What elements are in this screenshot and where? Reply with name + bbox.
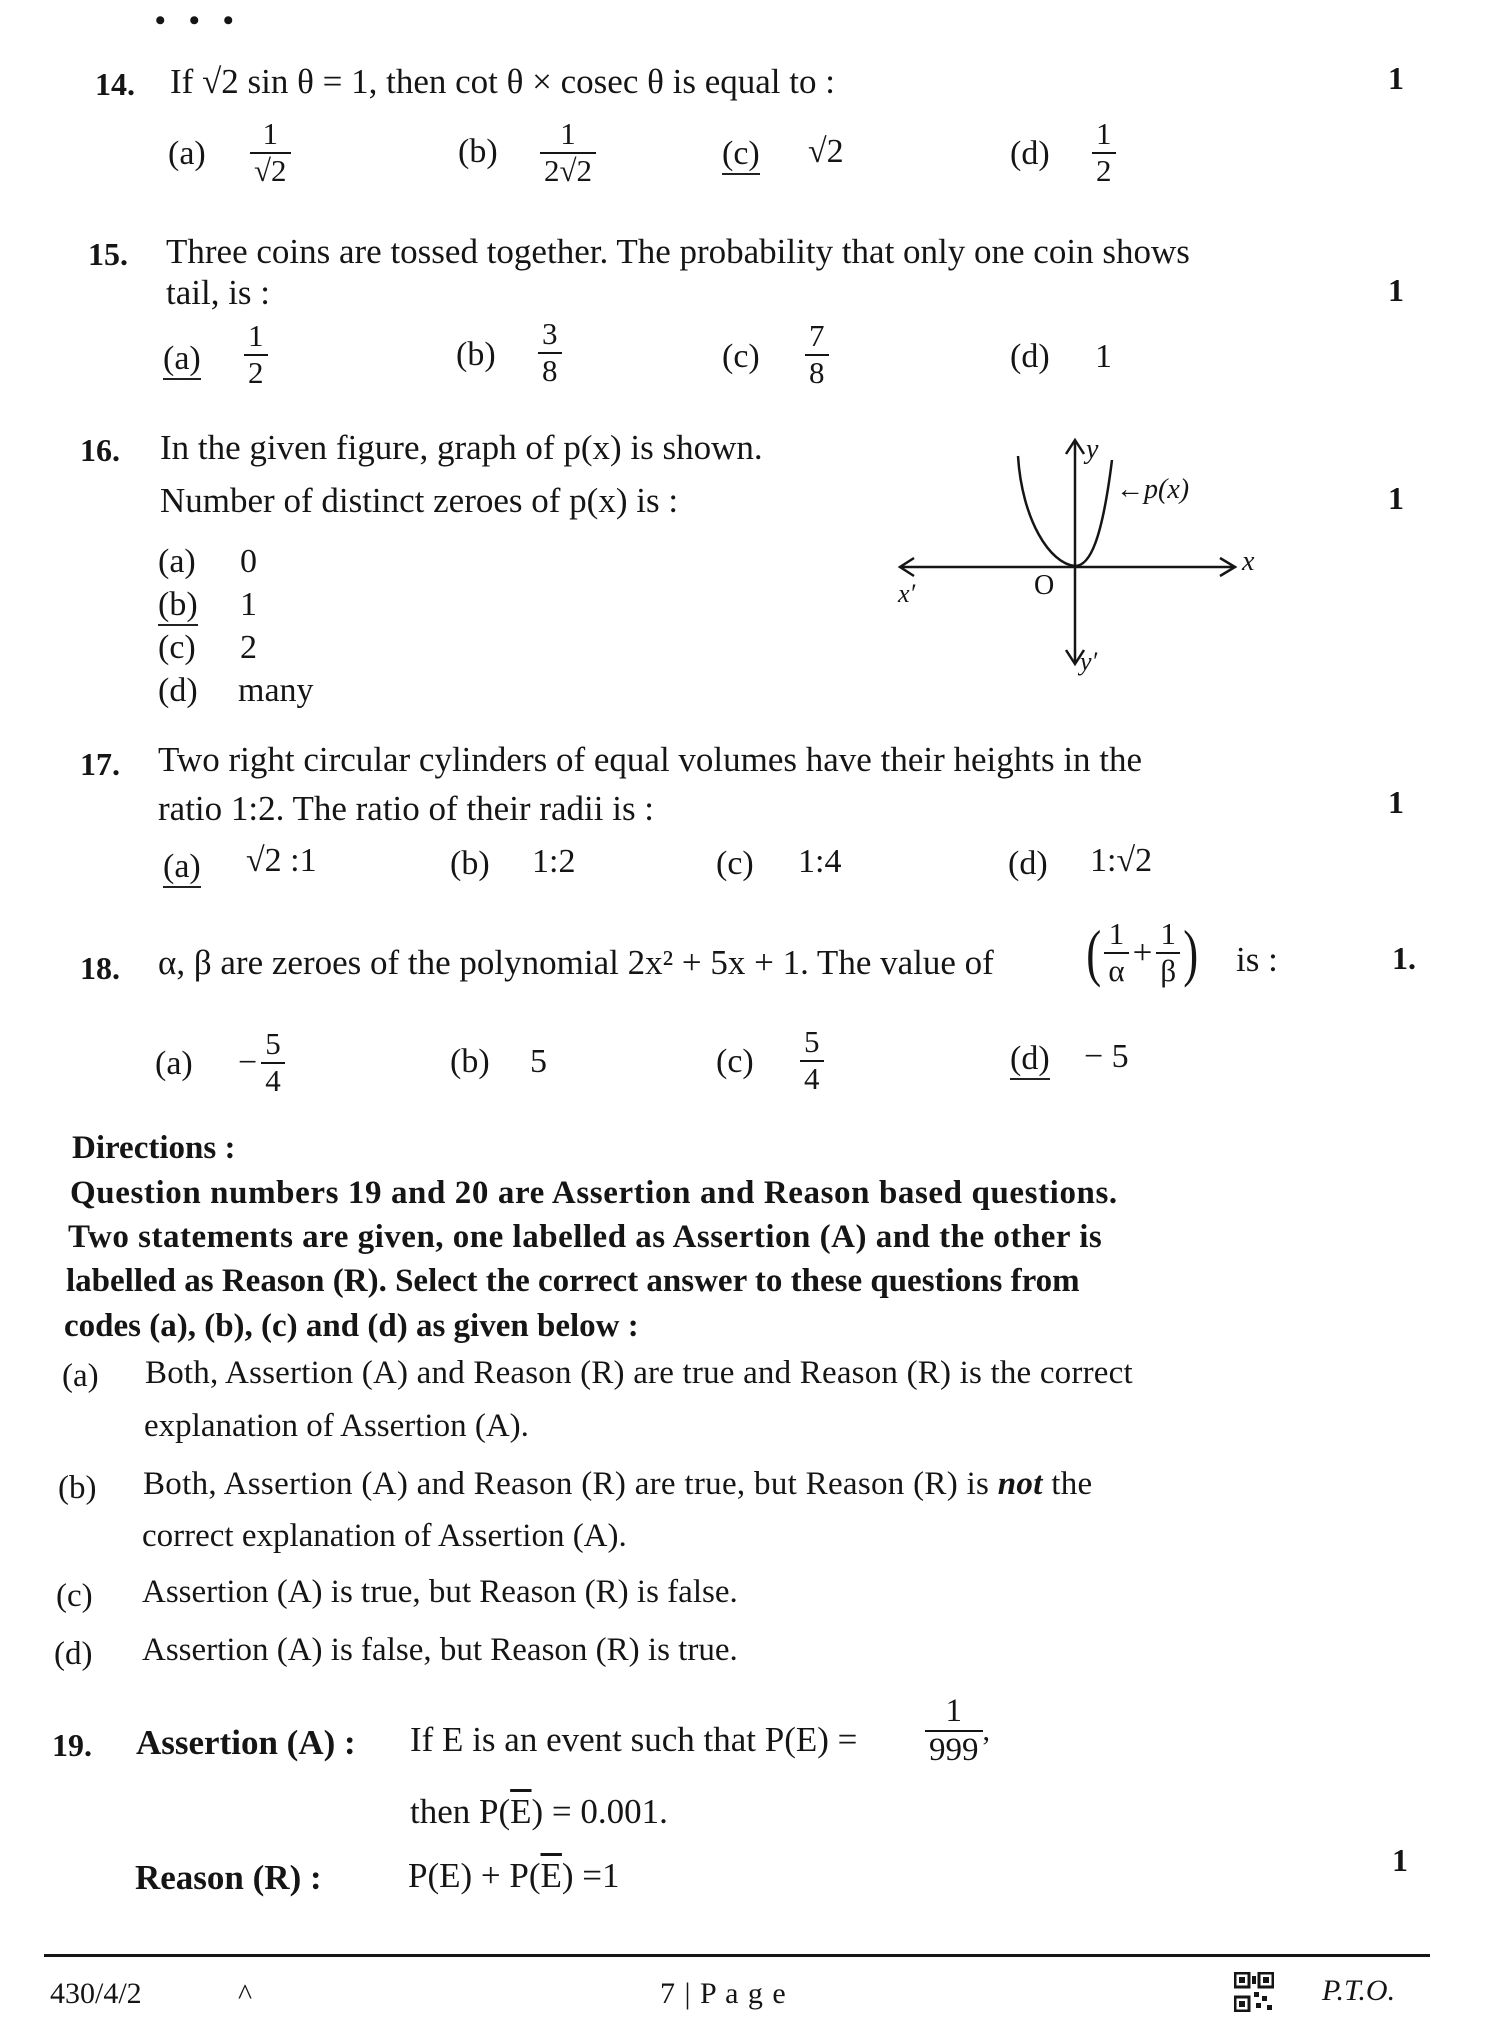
- code-a-label: (a): [62, 1358, 99, 1394]
- question-number: 19.: [52, 1727, 92, 1763]
- footer-rule: [44, 1954, 1430, 1957]
- option-a-label: (a): [168, 135, 206, 172]
- option-c-value: $\frac{7}{8}$: [805, 320, 829, 389]
- code-b-label: (b): [58, 1470, 97, 1506]
- caret-mark: ^: [238, 1978, 253, 2011]
- option-b-value: $\frac{1}{2√2}$: [540, 118, 596, 187]
- option-d-value: 1: [1095, 338, 1112, 375]
- paper-code: 430/4/2: [50, 1977, 142, 2010]
- code-c-line1: Assertion (A) is true, but Reason (R) is false.: [142, 1574, 738, 1610]
- option-d-value: 1:√2: [1090, 842, 1153, 879]
- code-d-line1: Assertion (A) is false, but Reason (R) is true.: [142, 1632, 738, 1668]
- graph-figure: [890, 430, 1290, 680]
- option-a-value: − $\frac{5}{4}$: [238, 1028, 285, 1097]
- option-d-label: (d): [158, 672, 198, 709]
- curve-label: ←p(x): [1116, 474, 1190, 505]
- option-c-label: (c): [716, 845, 754, 882]
- continuation-dots: • • •: [155, 4, 242, 37]
- code-d-label: (d): [54, 1636, 93, 1672]
- question-number: 15.: [88, 236, 128, 272]
- option-a-label: (a): [158, 543, 196, 580]
- reason-label: Reason (R) :: [135, 1858, 322, 1897]
- option-b-value: 1:2: [532, 843, 576, 880]
- marks: 1: [1388, 784, 1404, 820]
- option-d-value: $\frac{1}{2}$: [1092, 118, 1116, 187]
- option-b-value: 5: [530, 1043, 547, 1080]
- reason-text: $P(E) + P(\overline{E}) =1$: [408, 1856, 620, 1895]
- option-a-label: (a): [163, 848, 201, 888]
- directions-heading: Directions :: [72, 1130, 236, 1166]
- option-c-value: $\frac{5}{4}$: [800, 1026, 824, 1095]
- option-c-label: (c): [716, 1043, 754, 1080]
- option-d-label: (d): [1010, 1040, 1050, 1080]
- option-b-label: (b): [458, 133, 498, 170]
- option-d-value: − 5: [1084, 1038, 1129, 1075]
- option-a-label: (a): [155, 1045, 193, 1082]
- option-a-value: √2 :1: [246, 842, 317, 879]
- question-text-line1: In the given figure, graph of p(x) is shown.: [160, 428, 763, 467]
- assertion-label: Assertion (A) :: [136, 1723, 356, 1762]
- option-b-value: $\frac{3}{8}$: [538, 318, 562, 387]
- question-text-line2: ratio 1:2. The ratio of their radii is :: [158, 789, 655, 828]
- directions-line-3: labelled as Reason (R). Select the correct answer to these questions from: [66, 1263, 1080, 1299]
- assertion-line2: then $P(\overline{E}) = 0.001$.: [410, 1792, 668, 1831]
- curve-p-of-x: [1018, 456, 1112, 566]
- origin-label: O: [1034, 570, 1055, 601]
- marks: 1: [1392, 1842, 1408, 1878]
- question-text-line2: tail, is :: [166, 273, 271, 312]
- question-number: 14.: [95, 66, 135, 102]
- option-a-value: $\frac{1}{2}$: [244, 320, 268, 389]
- option-a-value: 0: [240, 543, 257, 580]
- option-b-label: (b): [456, 336, 496, 373]
- directions-line-4: codes (a), (b), (c) and (d) as given below :: [64, 1308, 639, 1344]
- assertion-text: If E is an event such that P(E) =: [410, 1720, 858, 1759]
- expression-reciprocal-sum: ( $\frac{1}{\alpha}$ + $\frac{1}{\beta}$ ): [1086, 916, 1199, 988]
- option-b-label: (b): [450, 1043, 490, 1080]
- code-a-line2: explanation of Assertion (A).: [144, 1408, 529, 1444]
- option-c-value: 1:4: [798, 843, 842, 880]
- option-c-value: √2: [808, 133, 844, 170]
- please-turn-over: P.T.O.: [1322, 1974, 1396, 2007]
- question-text: α, β are zeroes of the polynomial 2x² + 5x + 1. The value of: [158, 943, 994, 982]
- y-prime-label: y′: [1080, 647, 1098, 676]
- option-b-value: 1: [240, 586, 257, 623]
- option-d-label: (d): [1008, 845, 1048, 882]
- option-c-label: (c): [158, 629, 196, 666]
- option-c-label: (c): [722, 135, 760, 175]
- directions-line-2: Two statements are given, one labelled as Assertion (A) and the other is: [68, 1219, 1103, 1255]
- option-a-label: (a): [163, 340, 201, 380]
- question-text-end: is :: [1236, 940, 1278, 979]
- option-a-value: $\frac{1}{√2}$: [250, 118, 291, 187]
- question-number: 16.: [80, 432, 120, 468]
- code-a-line1: Both, Assertion (A) and Reason (R) are true and Reason (R) is the correct: [145, 1355, 1133, 1391]
- code-c-label: (c): [56, 1578, 93, 1614]
- option-d-label: (d): [1010, 338, 1050, 375]
- option-c-value: 2: [240, 629, 257, 666]
- question-text-line2: Number of distinct zeroes of p(x) is :: [160, 481, 679, 520]
- question-text-line1: Three coins are tossed together. The probability that only one coin shows: [166, 232, 1190, 271]
- option-d-label: (d): [1010, 135, 1050, 172]
- y-label: y: [1086, 434, 1099, 465]
- code-b-line2: correct explanation of Assertion (A).: [142, 1518, 627, 1554]
- marks: 1: [1388, 480, 1404, 516]
- question-text-line1: Two right circular cylinders of equal volumes have their heights in the: [158, 740, 1143, 779]
- option-d-value: many: [238, 672, 314, 709]
- qr-code-icon: [1234, 1972, 1274, 2012]
- marks: 1: [1388, 272, 1404, 308]
- question-text: If √2 sin θ = 1, then cot θ × cosec θ is equal to :: [170, 62, 835, 101]
- option-b-label: (b): [158, 586, 198, 626]
- marks: 1.: [1392, 940, 1416, 976]
- option-b-label: (b): [450, 845, 490, 882]
- question-number: 18.: [80, 950, 120, 986]
- x-prime-label: x′: [898, 579, 916, 608]
- question-number: 17.: [80, 746, 120, 782]
- marks: 1: [1388, 60, 1404, 96]
- directions-line-1: Question numbers 19 and 20 are Assertion and Reason based questions.: [70, 1175, 1118, 1211]
- x-label: x: [1242, 546, 1255, 577]
- assertion-fraction: $\frac{1}{999}$ ,: [925, 1694, 990, 1767]
- page-number: 7 | P a g e: [660, 1977, 787, 2010]
- option-c-label: (c): [722, 338, 760, 375]
- code-b-line1: Both, Assertion (A) and Reason (R) are true, but Reason (R) is not the: [143, 1466, 1093, 1502]
